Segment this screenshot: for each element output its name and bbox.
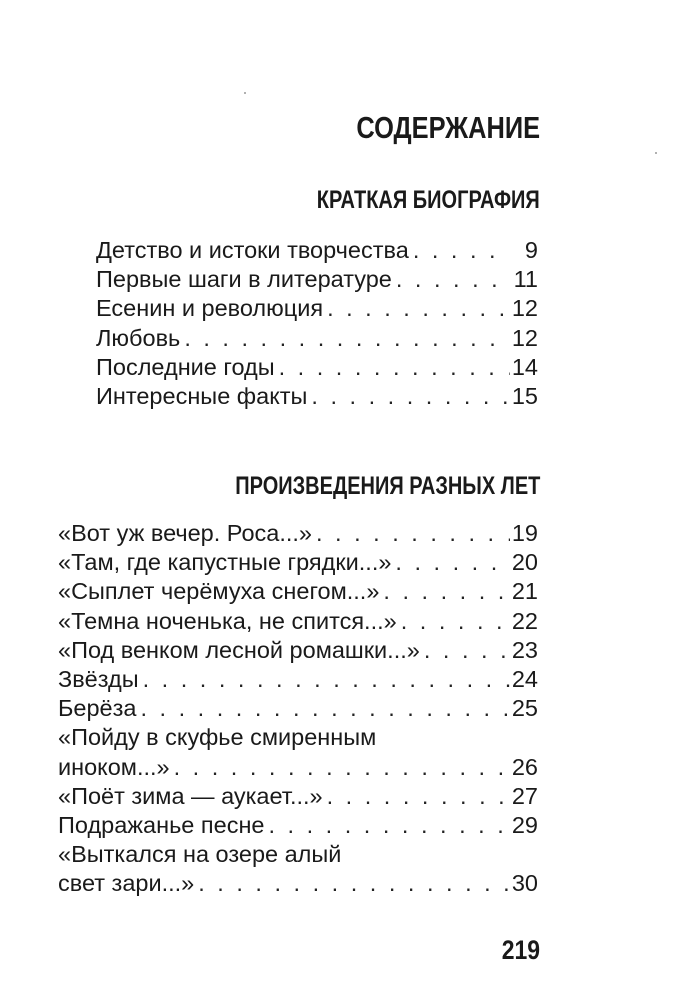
toc-entry-page: 26 xyxy=(511,753,538,780)
toc-entry-page: 12 xyxy=(511,324,538,351)
toc-entry-title: Последние годы xyxy=(96,353,275,380)
toc-entry-title: «Поёт зима — аукает...» xyxy=(58,782,323,809)
section-heading-works: ПРОИЗВЕДЕНИЯ РАЗНЫХ ЛЕТ xyxy=(234,472,540,500)
toc-entry-page: 30 xyxy=(511,870,538,897)
toc-entry-title: «Пойду в скуфье смиренным xyxy=(58,724,377,751)
page-number: 219 xyxy=(501,935,540,965)
toc-entry-page: 20 xyxy=(511,549,538,576)
toc-entry xyxy=(96,353,538,382)
dot-leader xyxy=(180,324,510,353)
toc-entry xyxy=(58,782,538,811)
dot-leader xyxy=(397,607,510,636)
toc-entry-title: Первые шаги в литературе xyxy=(96,266,392,293)
dot-leader xyxy=(275,353,510,382)
toc-entry-page: 22 xyxy=(511,607,538,634)
toc-entry-page: 27 xyxy=(511,782,538,809)
toc-entry-page: 14 xyxy=(511,353,538,380)
dot-leader xyxy=(409,236,510,265)
toc-entry xyxy=(58,840,538,898)
toc-entry-title: Интересные факты xyxy=(96,382,308,409)
toc-entry-page: 29 xyxy=(511,811,538,838)
toc-entry xyxy=(96,294,538,323)
dot-leader xyxy=(312,519,510,548)
toc-entry-title: иноком...» xyxy=(58,753,170,780)
toc-entry xyxy=(58,548,538,577)
toc-entry-page: 11 xyxy=(513,266,538,293)
page-title: СОДЕРЖАНИЕ xyxy=(356,110,540,145)
toc-entry-page: 23 xyxy=(511,636,538,663)
toc-entry xyxy=(96,324,538,353)
toc-entry-title: Есенин и революция xyxy=(96,295,324,322)
dot-leader xyxy=(323,294,510,323)
toc-entry-title: Берёза xyxy=(58,695,137,722)
toc-entry-title: Любовь xyxy=(96,324,181,351)
toc-entry-title: «Темна ноченька, не спится...» xyxy=(58,607,397,634)
toc-entry-title: Звёзды xyxy=(58,665,139,692)
print-speck xyxy=(655,152,657,154)
toc-entry-title: «Сыплет черёмуха снегом...» xyxy=(58,578,380,605)
toc-entry-title: «Там, где капустные грядки...» xyxy=(58,549,392,576)
toc-entry xyxy=(96,382,538,411)
toc-entry-page: 21 xyxy=(511,578,538,605)
toc-entry xyxy=(58,811,538,840)
dot-leader xyxy=(194,869,510,898)
dot-leader xyxy=(265,811,511,840)
toc-entry xyxy=(58,665,538,694)
section-heading-biography: КРАТКАЯ БИОГРАФИЯ xyxy=(316,186,540,214)
toc-entry xyxy=(58,519,538,548)
toc-entry xyxy=(58,607,538,636)
toc-entry xyxy=(58,694,538,723)
toc-entry xyxy=(96,265,538,294)
toc-entry xyxy=(96,236,538,265)
toc-entry-page: 19 xyxy=(511,520,538,546)
toc-entry-page: 25 xyxy=(511,695,538,722)
toc-list-works xyxy=(58,519,538,898)
dot-leader xyxy=(391,548,510,577)
toc-entry-page: 12 xyxy=(511,295,538,322)
toc-entry-title: «Выткался на озере алый xyxy=(58,841,342,868)
toc-entry-page: 9 xyxy=(524,237,538,263)
print-speck xyxy=(244,92,246,94)
toc-entry-title: Подражанье песне xyxy=(58,811,265,838)
dot-leader xyxy=(379,577,510,606)
toc-entry-title: «Вот уж вечер. Роса...» xyxy=(58,520,312,546)
toc-list-biography xyxy=(96,236,538,411)
toc-entry xyxy=(58,577,538,606)
toc-entry-page: 24 xyxy=(511,665,538,692)
dot-leader xyxy=(323,782,510,811)
dot-leader xyxy=(136,694,510,723)
toc-entry-title: Детство и истоки творчества xyxy=(96,237,409,263)
dot-leader xyxy=(307,382,510,411)
toc-entry-title: «Под венком лесной ромашки...» xyxy=(58,636,420,663)
dot-leader xyxy=(170,753,510,782)
dot-leader xyxy=(392,265,510,294)
dot-leader xyxy=(139,665,510,694)
toc-entry-page: 15 xyxy=(511,382,538,409)
toc-entry-title: свет зари...» xyxy=(58,870,195,897)
toc-entry xyxy=(58,723,538,781)
toc-entry xyxy=(58,636,538,665)
dot-leader xyxy=(420,636,510,665)
